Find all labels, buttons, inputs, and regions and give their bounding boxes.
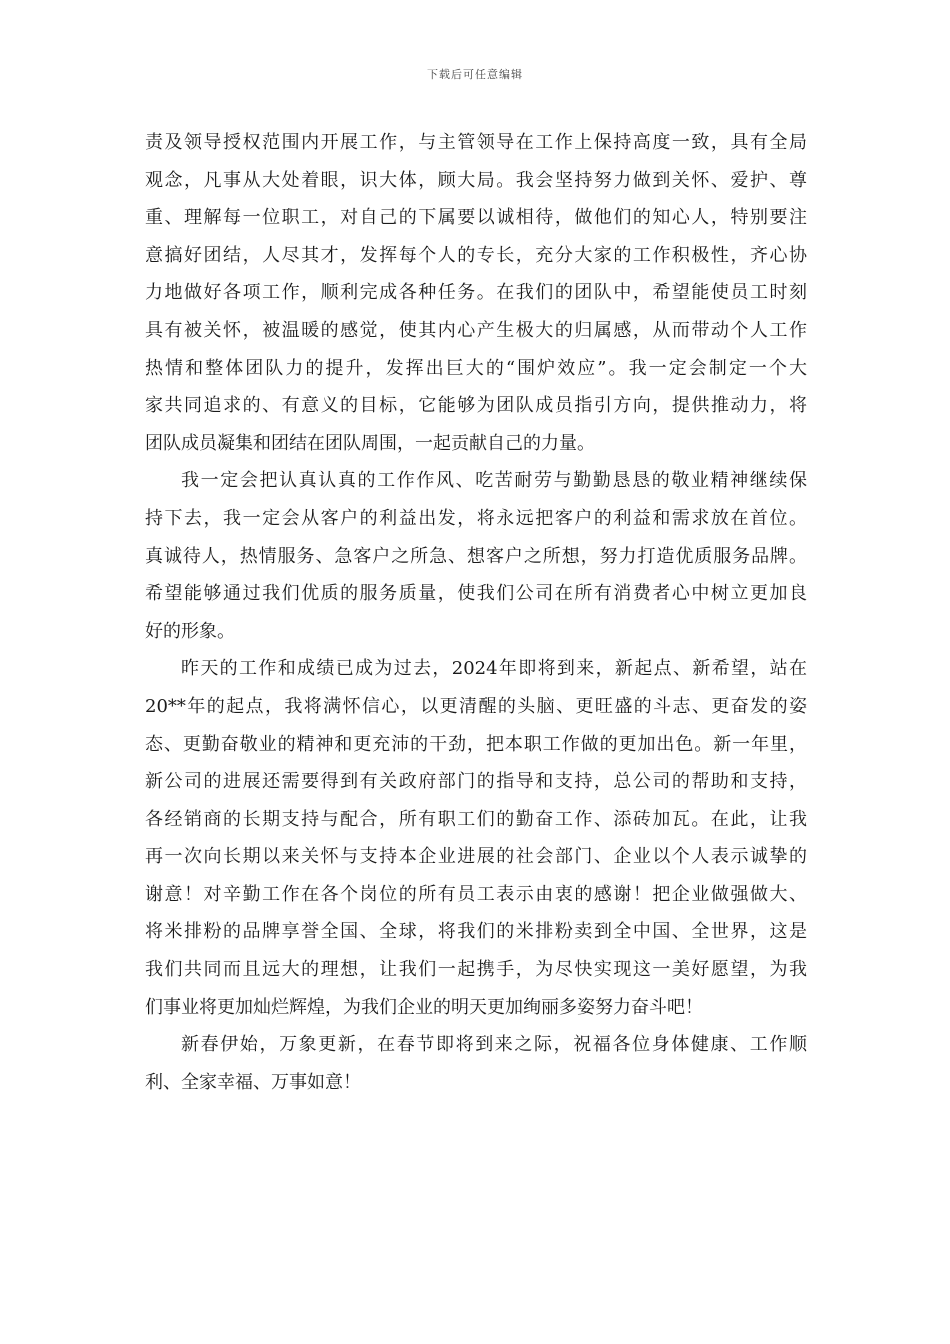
text-line: 希望能够通过我们优质的服务质量，使我们公司在所有消费者心中树立更加良 [145,583,807,605]
text-line: 持下去，我一定会从客户的利益出发，将永远把客户的利益和需求放在首位。 [145,507,807,529]
text-line: 责及领导授权范围内开展工作，与主管领导在工作上保持高度一致，具有全局 [145,132,807,153]
text-line: 态、更勤奋敬业的精神和更充沛的干劲，把本职工作做的更加出色。新一年里， [145,733,807,755]
text-line: 谢意！对辛勤工作在各个岗位的所有员工表示由衷的感谢！把企业做强做大、 [145,883,807,905]
text-line: 意搞好团结，人尽其才，发挥每个人的专长，充分大家的工作积极性，齐心协 [145,244,807,266]
text-line: 热情和整体团队力的提升，发挥出巨大的“围炉效应”。我一定会制定一个大 [145,357,807,379]
text-line: 力地做好各项工作，顺利完成各种任务。在我们的团队中，希望能使员工时刻 [145,282,807,304]
text-line: 观念，凡事从大处着眼，识大体，顾大局。我会坚持努力做到关怀、爱护、尊 [145,169,807,191]
text-line: 团队成员凝集和团结在团队周围，一起贡献自己的力量。 [145,432,595,454]
text-line: 重、理解每一位职工，对自己的下属要以诚相待，做他们的知心人，特别要注 [145,207,807,229]
text-line: 利、全家幸福、万事如意！ [145,1071,361,1093]
header-note: 下载后可任意编辑 [427,68,523,81]
text-line: 家共同追求的、有意义的目标，它能够为团队成员指引方向，提供推动力，将 [145,395,807,417]
text-line: 具有被关怀，被温暖的感觉，使其内心产生极大的归属感，从而带动个人工作 [145,319,807,341]
text-line: 我们共同而且远大的理想，让我们一起携手，为尽快实现这一美好愿望，为我 [145,959,807,981]
text-line: 真诚待人，热情服务、急客户之所急、想客户之所想，努力打造优质服务品牌。 [145,545,807,567]
text-line: 昨天的工作和成绩已成为过去，2024年即将到来，新起点、新希望，站在 [181,658,807,680]
text-line: 20**年的起点，我将满怀信心，以更清醒的头脑、更旺盛的斗志、更奋发的姿 [145,695,807,717]
text-line: 新春伊始，万象更新，在春节即将到来之际，祝福各位身体健康、工作顺 [181,1034,807,1056]
text-line: 新公司的进展还需要得到有关政府部门的指导和支持，总公司的帮助和支持， [145,771,807,793]
document-body [145,124,807,1101]
text-line: 我一定会把认真认真的工作作风、吃苦耐劳与勤勤恳恳的敬业精神继续保 [181,470,807,492]
text-line: 好的形象。 [145,620,235,642]
text-line: 们事业将更加灿烂辉煌，为我们企业的明天更加绚丽多姿努力奋斗吧！ [145,996,703,1018]
text-line: 各经销商的长期支持与配合，所有职工们的勤奋工作、添砖加瓦。在此，让我 [145,808,807,830]
text-line: 再一次向长期以来关怀与支持本企业进展的社会部门、企业以个人表示诚挚的 [145,846,807,868]
text-line: 将米排粉的品牌享誉全国、全球，将我们的米排粉卖到全中国、全世界，这是 [145,921,807,943]
